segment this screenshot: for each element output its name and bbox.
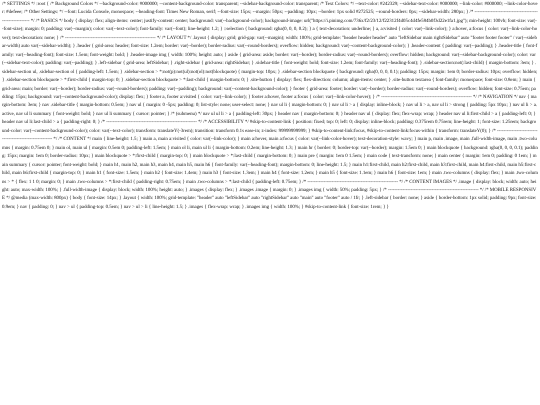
stylesheet-text: /* SETTINGS */ :root { /* Background Colors */ --background-color: #000000; --content-background-color: transparent; --sidebar-background-color: transparent; /* Text Colors: */ --text-color: #242329; --sidebar-text-color: #000000; --link-color: #000000; --link-color-hover: #defeee; /* Other Settings: */ --font: Lucida Console, monospace; --heading-font: Times New Roman, serif; --font-size: 15px; --margin: 50px; --padding: 10px; --border: 1px solid #272525; --round-borders: 0px; --sidebar-width: 280px; } /* -------------------------------------------------------- */ /* BASICS */ body { display: flex; align-items: center; justify-content: center; background: var(--background-color); background-image: url("https://i.pinimg.com/736x/f2/23/12/f22312f4d05c4d4fe584b0f3d22e1fa1.jpg"); min-height: 100vh; font-size: var(--font-size); margin: 0; padding: var(--margin); color: var(--text-color); font-family: var(--font); line-height: 1.2; } ::selection { background: rgba(0, 0, 0, 0.2); } a { text-decoration: underline; } a, a:visited { color: var(--link-color); } a:hover, a:focus { color: var(--link-color-hover); text-decoration: none; } /* -------------------------------------------------------- */ /* LAYOUT */ .layout { display: grid; grid-gap: var(--margin); width: 100%; grid-template: "header header header" auto "leftSidebar main rightSidebar" auto "footer footer footer" / var(--sidebar-width) auto var(--sidebar-width); } .header { grid-area: header; font-size: 1.2em; border: var(--border); border-radius: var(--round-borders); overflow: hidden; background: var(--content-background-color); } .header-content { padding: var(--padding); } .header-title { font-family: var(--heading-font); font-size: 1.5em; font-weight: bold; } .header-image img { width: 100%; height: auto; } aside { grid-area: aside; border: var(--border); border-radius: var(--round-borders); overflow: hidden; background: var(--sidebar-background-color); color: var(--sidebar-text-color); padding: var(--padding); } .left-sidebar { grid-area: leftSidebar; } .right-sidebar { grid-area: rightSidebar; } .sidebar-title { font-weight: bold; font-size: 1.2em; font-family: var(--heading-font); } .sidebar-section:not(:last-child) { margin-bottom: 3em; } .sidebar-section ul, .sidebar-section ol { padding-left: 1.5em; } .sidebar-section > *:not(p):not(ul):not(ol):not(blockquote) { margin-top: 10px; } .sidebar-section blockquote { background: rgba(0, 0, 0, 0.1); padding: 15px; margin: 1em 0; border-radius: 10px; overflow: hidden; } .sidebar-section blockquote > *:first-child { margin-top: 0; } .sidebar-section blockquote > *:last-child { margin-bottom: 0; } .site-button { display: flex; flex-direction: column; align-items: center; } .site-button textarea { font-family: monospace; font-size: 0.8em; } main { grid-area: main; border: var(--border); border-radius: var(--round-borders); padding: var(--padding); background: var(--content-background-color); } footer { grid-area: footer; border: var(--border); border-radius: var(--round-borders); overflow: hidden; font-size: 0.75em; padding: 15px; background: var(--content-background-color); display: flex; } footer a, footer a:visited { color: var(--link-color); } footer a:hover, footer a:focus { color: var(--link-color-hover); } /* -------------------------------------------------------- */ /* NAVIGATION */ nav { margin-bottom: 3em; } nav .sidebar-title { margin-bottom: 0.5em; } nav ul { margin: 0 -5px; padding: 0; list-style: none; user-select: none; } nav ul li { margin-bottom: 0; } nav ul li > a { display: inline-block; } nav ul li > a, nav ul li > strong { padding: 5px 10px; } nav ul li > a.active, nav ul li summary { font-weight: bold; } nav ul li summary { cursor: pointer; } /* (submenu) */ nav ul ul li > a { padding-left: 30px; } header nav { margin-bottom: 0; } header nav ul { display: flex; flex-wrap: wrap; } header nav ul li:first-child > a { padding-left: 0; } header nav ul li:last-child > a { padding-right: 0; } /* -------------------------------------------------------- */ /* ACCESSIBILITY */ #skip-to-content-link { position: fixed; top: 0; left: 0; display: inline-block; padding: 0.375rem 0.75rem; line-height: 1; font-size: 1.25rem; background-color: var(--content-background-color); color: var(--text-color); transform: translateY(-3rem); transition: transform 0.1s ease-in; z-index: 99999999999; } #skip-to-content-link:focus, #skip-to-content-link:focus-within { transform: translateY(0); } /* -------------------------------------------------------- */ /* CONTENT */ main { line-height: 1.5; } main a, main a:visited { color: var(--link-color); } main a:hover, main a:focus { color: var(--link-color-hover); text-decoration-style: wavy; } main p, main .image, main .full-width-image, main .two-columns { margin: 0.75em 0; } main ol, main ul { margin: 0.5em 0; padding-left: 1.5em; } main ol li, main ul li { margin-bottom: 0.2em; line-height: 1.3; } main hr { border: 0; border-top: var(--border); margin: 1.5em 0; } main blockquote { background: rgba(0, 0, 0, 0.1); padding: 15px; margin: 1em 0; border-radius: 10px; } main blockquote > *:first-child { margin-top: 0; } main blockquote > *:last-child { margin-bottom: 0; } main pre { margin: 1em 0 1.5em; } main code { text-transform: none; } main center { margin: 1em 0; padding: 0 1em; } main summary { cursor: pointer; font-weight: bold; } main h1, main h2, main h3, main h4, main h5, main h6 { font-family: var(--heading-font); margin-bottom: 0; line-height: 1.5; } main h1:first-child, main h2:first-child, main h3:first-child, main h4:first-child, main h5:first-child, main h6:first-child { margin-top: 0; } main h1 { font-size: 1.5em; } main h2 { font-size: 1.4em; } main h3 { font-size: 1.3em; } main h4 { font-size: 1.2em; } main h5 { font-size: 1.1em; } main h6 { font-size: 1em; } main .two-columns { display: flex; } main .two-columns > * { flex: 1 1 0; margin: 0; } main .two-columns > *:first-child { padding-right: 0.75em; } main .two-columns > *:last-child { padding-left: 0.75em; } /* -------------------------------------------------------- */ /* CONTENT IMAGES */ .image { display: block; width: auto; height: auto; max-width: 100%; } .full-width-image { display: block; width: 100%; height: auto; } .images { display: flex; } .images .image { margin: 0; } .images img { width: 50%; padding: 5px; } /* -------------------------------------------------------- */ /* MOBILE RESPONSIVE */ @media (max-width: 800px) { body { font-size: 14px; } .layout { width: 100%; grid-template: "header" auto "leftSidebar" auto "rightSidebar" auto "main" auto "footer" auto / 1fr; } .left-sidebar { border: none; } aside { border-bottom: 1px solid; padding: 9px; font-size: 0.9em; } nav { padding: 0; } nav > ul { padding-top: 0.5em; } nav > ul > li { line-height: 1.5; } .images { flex-wrap: wrap; } .images img { width: 100%; } #skip-to-content-link { font-size: 1rem; } } [2, 2, 538, 210]
